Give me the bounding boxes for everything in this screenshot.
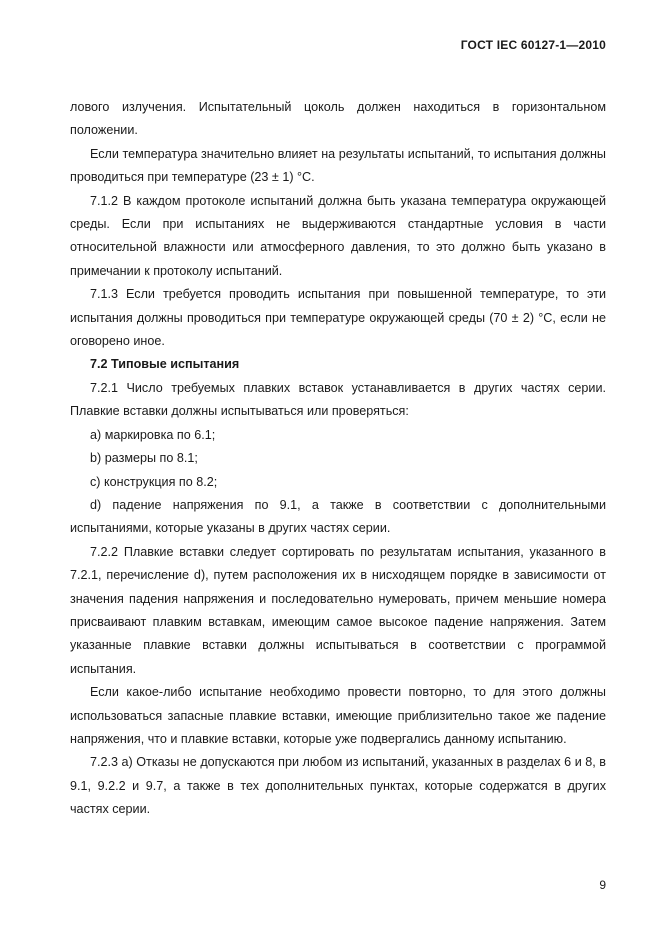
- list-item: c) конструкция по 8.2;: [90, 474, 218, 489]
- document-body: [70, 96, 606, 822]
- paragraph-7-2-1: 7.2.1 Число требуемых плавких вставок устанавливается в других частях серии. Плавкие вставки должны испытываться или проверяться:: [70, 380, 606, 419]
- paragraph-7-2-2: 7.2.2 Плавкие вставки следует сортировать по результатам испытания, указанного в 7.2.1, перечисление d), путем расположения их в нисходящем порядке в зависимости от значения падения напряжения и последовательно нумеровать, причем меньшие номера присваивают плавким вставкам, имеющим самое высокое падение напряжения. Затем указанные плавкие вставки должны испытываться в соответствии с программой испытания.: [70, 544, 606, 676]
- paragraph-7-2-3: 7.2.3 а) Отказы не допускаются при любом из испытаний, указанных в разделах 6 и 8, в 9.1, 9.2.2 и 9.7, а также в тех дополнительных пунктах, которые содержатся в других частях серии.: [70, 755, 606, 817]
- page-number: 9: [599, 878, 606, 892]
- paragraph-continuation: лового излучения. Испытательный цоколь должен находиться в горизонтальном положении.: [70, 100, 606, 138]
- list-item: d) падение напряжения по 9.1, а также в соответствии с дополнительными испытаниями, которые указаны в других частях серии.: [70, 497, 606, 536]
- paragraph: Если какое-либо испытание необходимо провести повторно, то для этого должны использоваться запасные плавкие вставки, имеющие приблизительно такое же падение напряжения, что и плавкие вставки, которые уже подвергались данному испытанию.: [70, 685, 606, 746]
- list-item: b) размеры по 8.1;: [90, 451, 198, 466]
- document-header: ГОСТ IEC 60127-1—2010: [460, 38, 606, 52]
- paragraph: Если температура значительно влияет на результаты испытаний, то испытания должны проводиться при температуре (23 ± 1) °С.: [70, 146, 606, 185]
- section-heading: 7.2 Типовые испытания: [90, 357, 240, 372]
- list-item: a) маркировка по 6.1;: [90, 427, 216, 442]
- paragraph-7-1-3: 7.1.3 Если требуется проводить испытания при повышенной температуре, то эти испытания должны проводиться при температуре окружающей среды (70 ± 2) °С, если не оговорено иное.: [70, 287, 606, 349]
- paragraph-7-1-2: 7.1.2 В каждом протоколе испытаний должна быть указана температура окружающей среды. Если при испытаниях не выдерживаются стандартные условия в части относительной влажности или атмосферного давления, то это должно быть указано в примечании к протоколу испытаний.: [70, 193, 606, 278]
